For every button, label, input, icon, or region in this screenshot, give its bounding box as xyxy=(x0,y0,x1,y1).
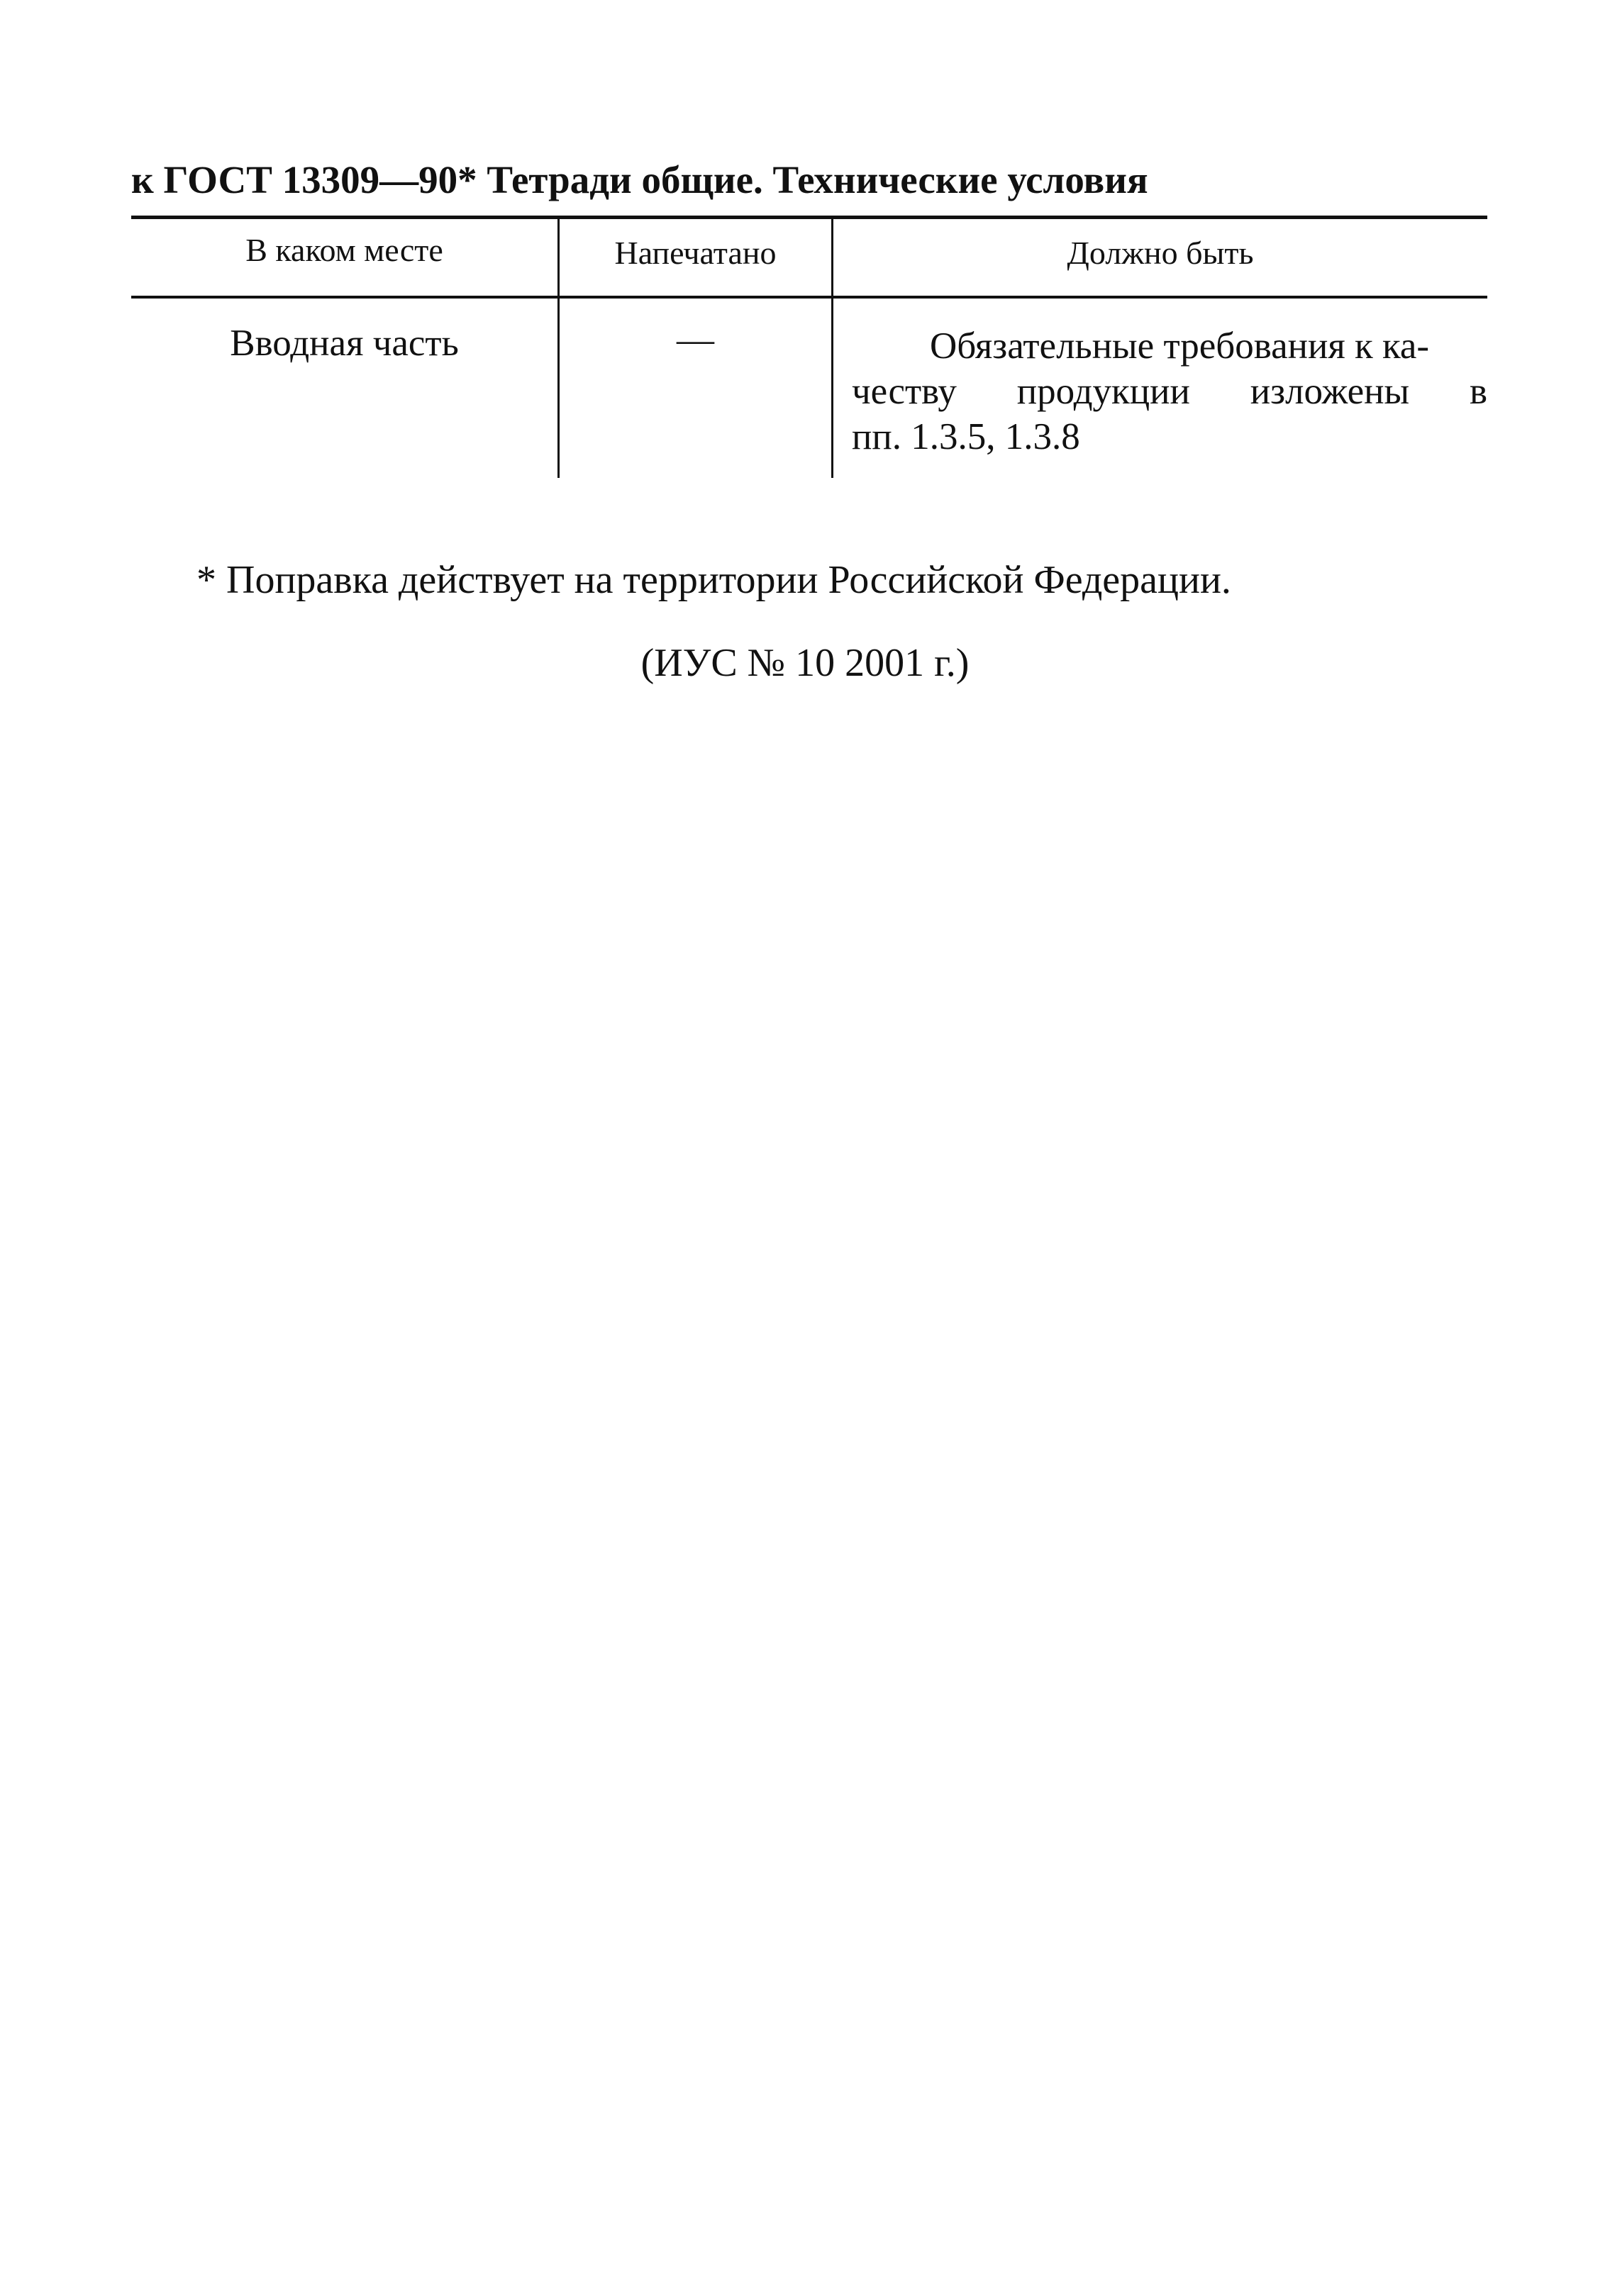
page-title: к ГОСТ 13309—90* Тетради общие. Технические условия xyxy=(131,158,1148,201)
table-header-rule xyxy=(131,296,1487,299)
should-be-line: Обязательные требования к ка- xyxy=(930,325,1430,367)
table-cell-printed: — xyxy=(677,319,714,360)
errata-table xyxy=(131,216,1487,478)
word: продукции xyxy=(1016,371,1190,412)
should-be-line: пп. 1.3.5, 1.3.8 xyxy=(852,416,1080,457)
table-cell-place: Вводная часть xyxy=(230,323,459,364)
footnote: * Поправка действует на территории Российской Федерации. xyxy=(196,558,1231,602)
word: изложены xyxy=(1250,371,1410,412)
table-top-rule xyxy=(131,216,1487,219)
word: в xyxy=(1469,371,1487,412)
column-header-printed: Напечатано xyxy=(614,235,777,271)
column-header-should-be: Должно быть xyxy=(1067,235,1254,271)
word: честву xyxy=(852,371,957,412)
source-reference: (ИУС № 10 2001 г.) xyxy=(640,641,970,685)
should-be-line-justified xyxy=(852,369,1487,414)
table-cell-should-be xyxy=(852,323,1487,459)
column-header-place: В каком месте xyxy=(245,232,443,268)
